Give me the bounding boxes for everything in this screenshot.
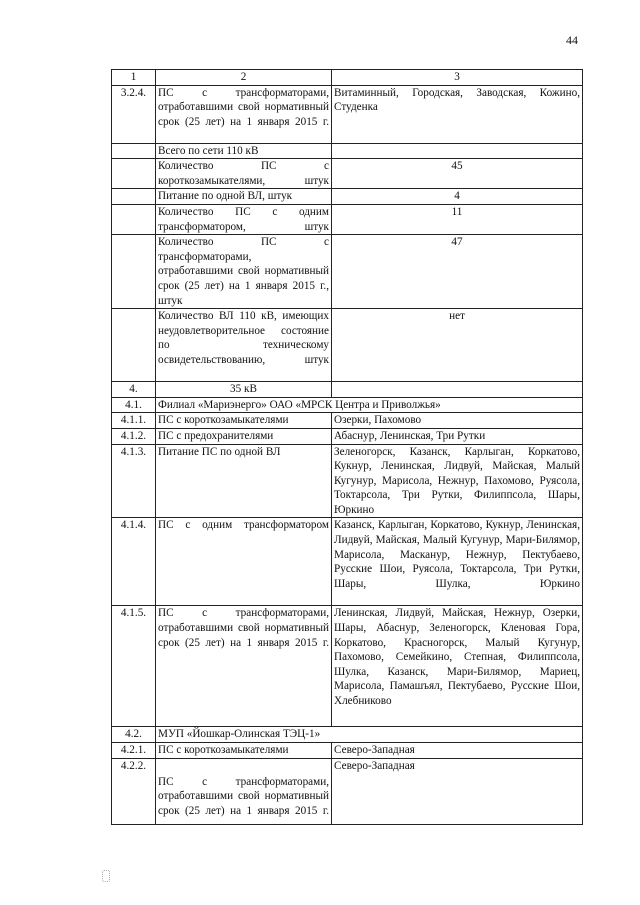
row-value: Абаснур, Ленинская, Три Рутки [332,428,583,444]
row-description: Филиал «Мариэнерго» ОАО «МРСК Центра и Приволжья» [156,397,583,413]
row-description: Количество ВЛ 110 кВ, имеющих неудовлетворительное состояние по техническому освидетельствованию, штук [156,309,332,382]
table-row [112,606,583,727]
row-number: 4.2.2. [112,758,156,824]
row-value: Озерки, Пахомово [332,413,583,429]
row-description: Всего по сети 110 кВ [156,143,332,159]
row-description: ПС с короткозамыкателями [156,413,332,429]
table-row [112,204,583,234]
table-row [112,382,583,398]
row-number [112,235,156,309]
row-value: 45 [332,159,583,189]
row-value: Ленинская, Лидвуй, Майская, Нежнур, Озерки, Шары, Абаснур, Зеленогорск, Кленовая Гора, Коркатово, Красногорск, Малый Кугунур, Пахомово, Семейкино, Степная, Филиппсола, Шулка, Казанск, Мари-Билямор, Мариец, Марисола, Памашъял, Пектубаево, Русские Шои, Хлебниково [332,606,583,727]
table-row [112,189,583,205]
row-value: нет [332,309,583,382]
row-description: Количество ПС с трансформаторами, отработавшими свой нормативный срок (25 лет) на 1 января 2015 г., штук [156,235,332,309]
table-row [112,518,583,606]
table-row [112,727,583,743]
row-description: ПС с короткозамыкателями [156,743,332,759]
table-row [112,85,583,143]
page-number: 44 [566,33,578,47]
row-value: Казанск, Карлыган, Коркатово, Кукнур, Ленинская, Лидвуй, Майская, Малый Кугунур, Мари-Билямор, Марисола, Масканур, Нежнур, Пектубаево, Русские Шои, Руясола, Токтарсола, Три Рутки, Шары, Шулка, Юркино [332,518,583,606]
row-number [112,143,156,159]
row-value: 11 [332,204,583,234]
row-number [112,189,156,205]
row-number: 4.1.4. [112,518,156,606]
table-header-row [112,70,583,86]
row-description: ПС с трансформаторами, отработавшими свой нормативный срок (25 лет) на 1 января 2015 г. [156,606,332,727]
table-row [112,428,583,444]
row-value [332,382,583,398]
row-description: МУП «Йошкар-Олинская ТЭЦ-1» [156,727,583,743]
row-number: 4.1.1. [112,413,156,429]
row-number: 4.1. [112,397,156,413]
table-row [112,743,583,759]
data-table [111,69,583,825]
table-row [112,413,583,429]
row-value: Зеленогорск, Казанск, Карлыган, Коркатово, Кукнур, Ленинская, Лидвуй, Майская, Малый Кугунур, Марисола, Нежнур, Пахомово, Руясола, Токтарсола, Три Рутки, Филиппсола, Шары, Юркино [332,444,583,518]
table-row [112,758,583,824]
row-value: Северо-Западная [332,743,583,759]
row-number: 4.1.2. [112,428,156,444]
row-description: ПС с одним трансформатором [156,518,332,606]
row-number: 4.1.5. [112,606,156,727]
header-col-3: 3 [332,70,583,86]
table-row [112,143,583,159]
row-number: 4.2.1. [112,743,156,759]
header-col-2: 2 [156,70,332,86]
row-value: 47 [332,235,583,309]
row-description: Питание ПС по одной ВЛ [156,444,332,518]
table-row [112,444,583,518]
row-number: 3.2.4. [112,85,156,143]
row-description: 35 кВ [156,382,332,398]
row-number [112,204,156,234]
table-row [112,309,583,382]
row-description: ПС с трансформаторами, отработавшими свой нормативный срок (25 лет) на 1 января 2015 г. [156,758,332,824]
row-value: Северо-Западная [332,758,583,824]
row-value: Витаминный, Городская, Заводская, Кожино, Студенка [332,85,583,143]
row-description: ПС с предохранителями [156,428,332,444]
row-value [332,143,583,159]
table-row [112,159,583,189]
row-value: 4 [332,189,583,205]
row-number: 4.2. [112,727,156,743]
row-number: 4.1.3. [112,444,156,518]
row-number: 4. [112,382,156,398]
row-description: Количество ПС с короткозамыкателями, штук [156,159,332,189]
margin-mark [102,870,110,882]
row-description: ПС с трансформаторами, отработавшими свой нормативный срок (25 лет) на 1 января 2015 г. [156,85,332,143]
table-row [112,397,583,413]
header-col-1: 1 [112,70,156,86]
row-description: Количество ПС с одним трансформатором, штук [156,204,332,234]
row-description: Питание по одной ВЛ, штук [156,189,332,205]
row-number [112,309,156,382]
row-number [112,159,156,189]
table-row [112,235,583,309]
